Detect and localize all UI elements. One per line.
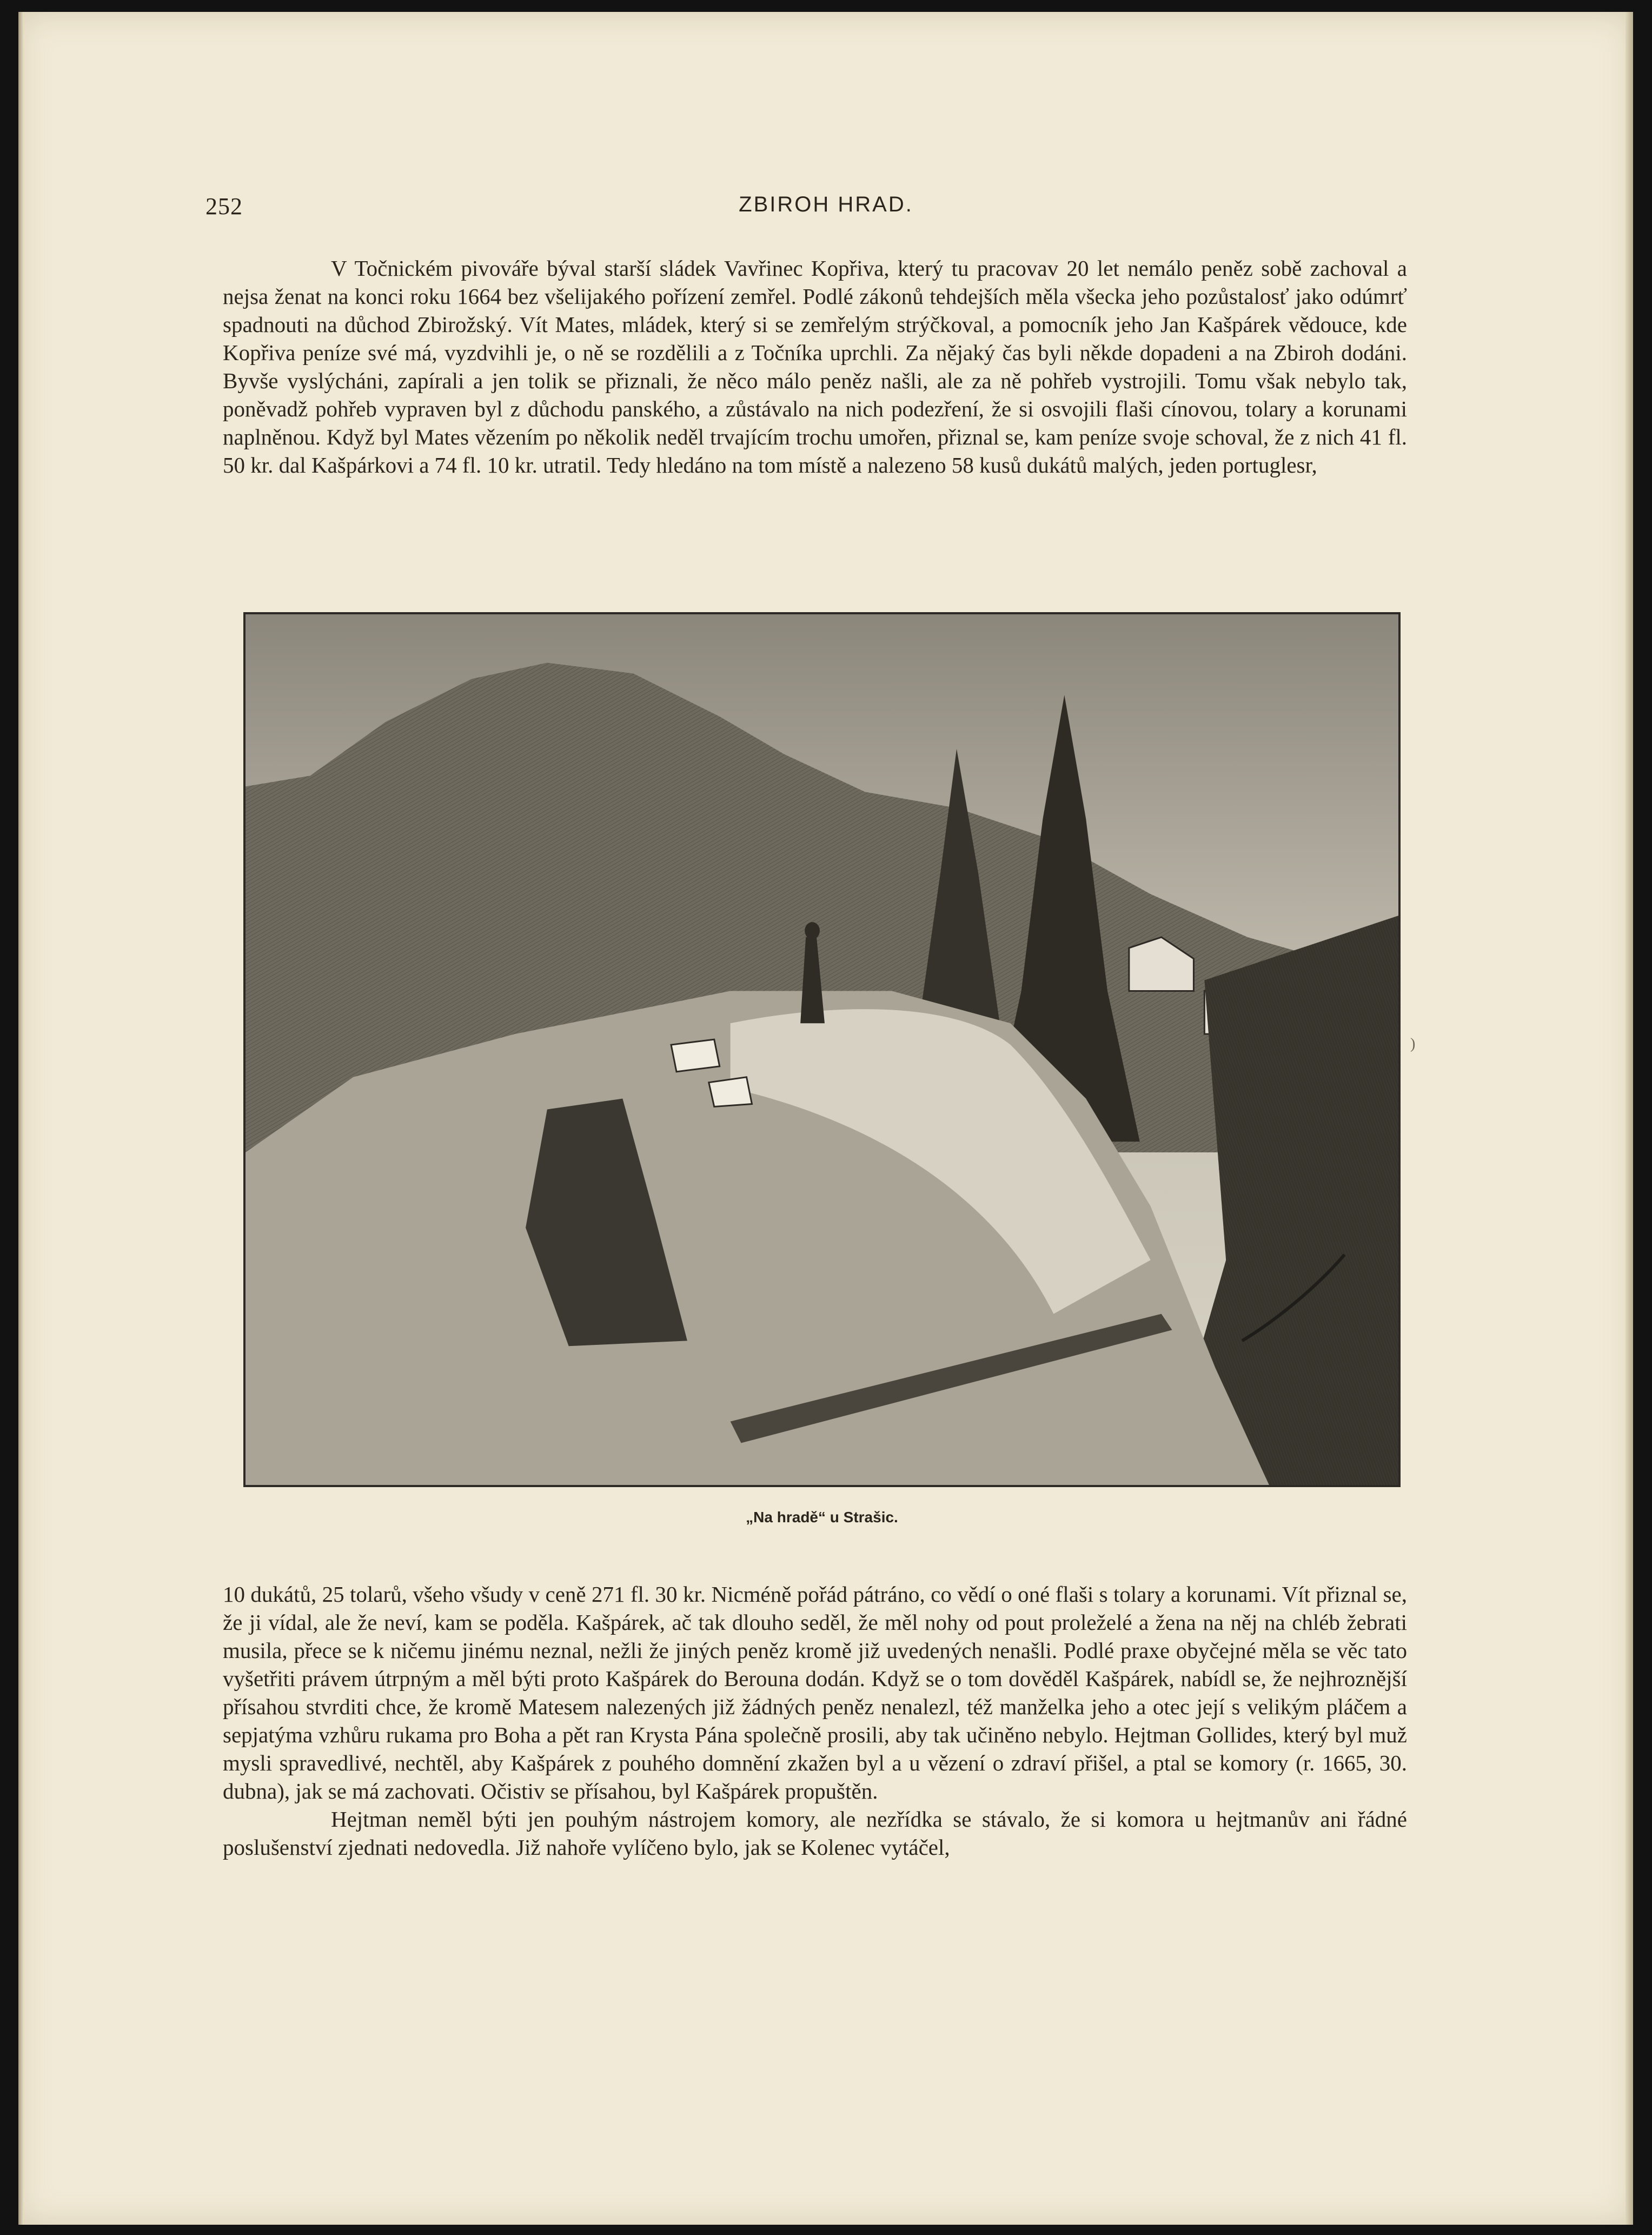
figure-illustration bbox=[243, 612, 1401, 1487]
running-title: ZBIROH HRAD. bbox=[739, 193, 913, 216]
goat-2 bbox=[709, 1077, 752, 1107]
page-binding-edge bbox=[18, 12, 24, 2225]
goat-1 bbox=[671, 1039, 720, 1072]
paragraph-top: V Točnickém pivováře býval starší sládek Vavřinec Kopřiva, který tu pracovav 20 let nemálo peněz sobě zachoval a nejsa ženat na konci roku 1664 bez všelijakého pořízení zemřel. Podlé zákonů tehdejších měla všecka jeho pozůstalosť jako odúmrť spadnouti na důchod Zbirožský. Vít Mates, mládek, který si se zemřelým strýčkoval, a pomocník jeho Jan Kašpárek vědouce, kde Kopřiva peníze své má, vyzdvihli je, o ně se rozdělili a z Točníka uprchli. Za nějaký čas byli někde dopadeni a na Zbiroh dodáni. Byvše vyslýcháni, zapírali a jen tolik se přiznali, že něco málo peněz našli, ale za ně pohřeb vystrojili. Tomu však nebylo tak, poněvadž pohřeb vypraven byl z důchodu panského, a zůstávalo na nich podezření, že si osvojili flaši cínovou, tolary a korunami naplněnou. Když byl Mates vězením po několik neděl trvajícím trochu umořen, přiznal se, kam peníze svoje schoval, že z nich 41 fl. 50 kr. dal Kašpárkovi a 74 fl. 10 kr. utratil. Tedy hledáno na tom místě a nalezeno 58 kusů dukátů malých, jeden portuglesr, bbox=[223, 256, 1407, 477]
page-number: 252 bbox=[205, 193, 243, 220]
text-block-top bbox=[223, 254, 1407, 479]
figure-caption: „Na hradě“ u Strašic. bbox=[746, 1509, 898, 1526]
paragraph-bottom-1: 10 dukátů, 25 tolarů, všeho všudy v ceně 271 fl. 30 kr. Nicméně pořád pátráno, co vědí o oné flaši s tolary a korunami. Vít přiznal se, že ji vídal, ale že neví, kam se poděla. Kašpárek, ač tak dlouho seděl, že měl nohy od pout proleželé a žena na něj na chléb žebrati musila, přece se k ničemu jinému neznal, nežli že jiných peněz kromě již uvedených nenašli. Podlé praxe obyčejné měla se věc tato vyšetřiti právem útrpným a měl býti proto Kašpárek do Berouna dodán. Když se o tom dověděl Kašpárek, nabídl se, že nejhroznější přísahou stvrditi chce, že kromě Matesem nalezených již žádných peněz nenalezl, též manželka jeho a otec její s velikým pláčem a sepjatýma vzhůru rukama pro Boha a pět ran Krysta Pána společně prosili, aby tak učiněno nebylo. Hejtman Gollides, který byl muž mysli spravedlivé, nechtěl, aby Kašpárek z pouhého domnění zkažen byl a u vězení o zdraví přišel, a ptal se komory (r. 1665, 30. dubna), jak se má zachovati. Očistiv se přísahou, byl Kašpárek propuštěn. bbox=[223, 1582, 1407, 1803]
engraving-image bbox=[246, 614, 1398, 1485]
margin-mark-right: ) bbox=[1410, 1036, 1416, 1052]
running-header bbox=[205, 193, 1447, 225]
paragraph-bottom-2: Hejtman neměl býti jen pouhým nástrojem komory, ale nezřídka se stávalo, že si komora u hejtmanův ani řádné poslušenství zjednati nedovedla. Již nahoře vylíčeno bylo, jak se Kolenec vytáčel, bbox=[223, 1807, 1407, 1860]
text-block-bottom bbox=[223, 1580, 1407, 1861]
page-outer-edge bbox=[1626, 12, 1633, 2225]
